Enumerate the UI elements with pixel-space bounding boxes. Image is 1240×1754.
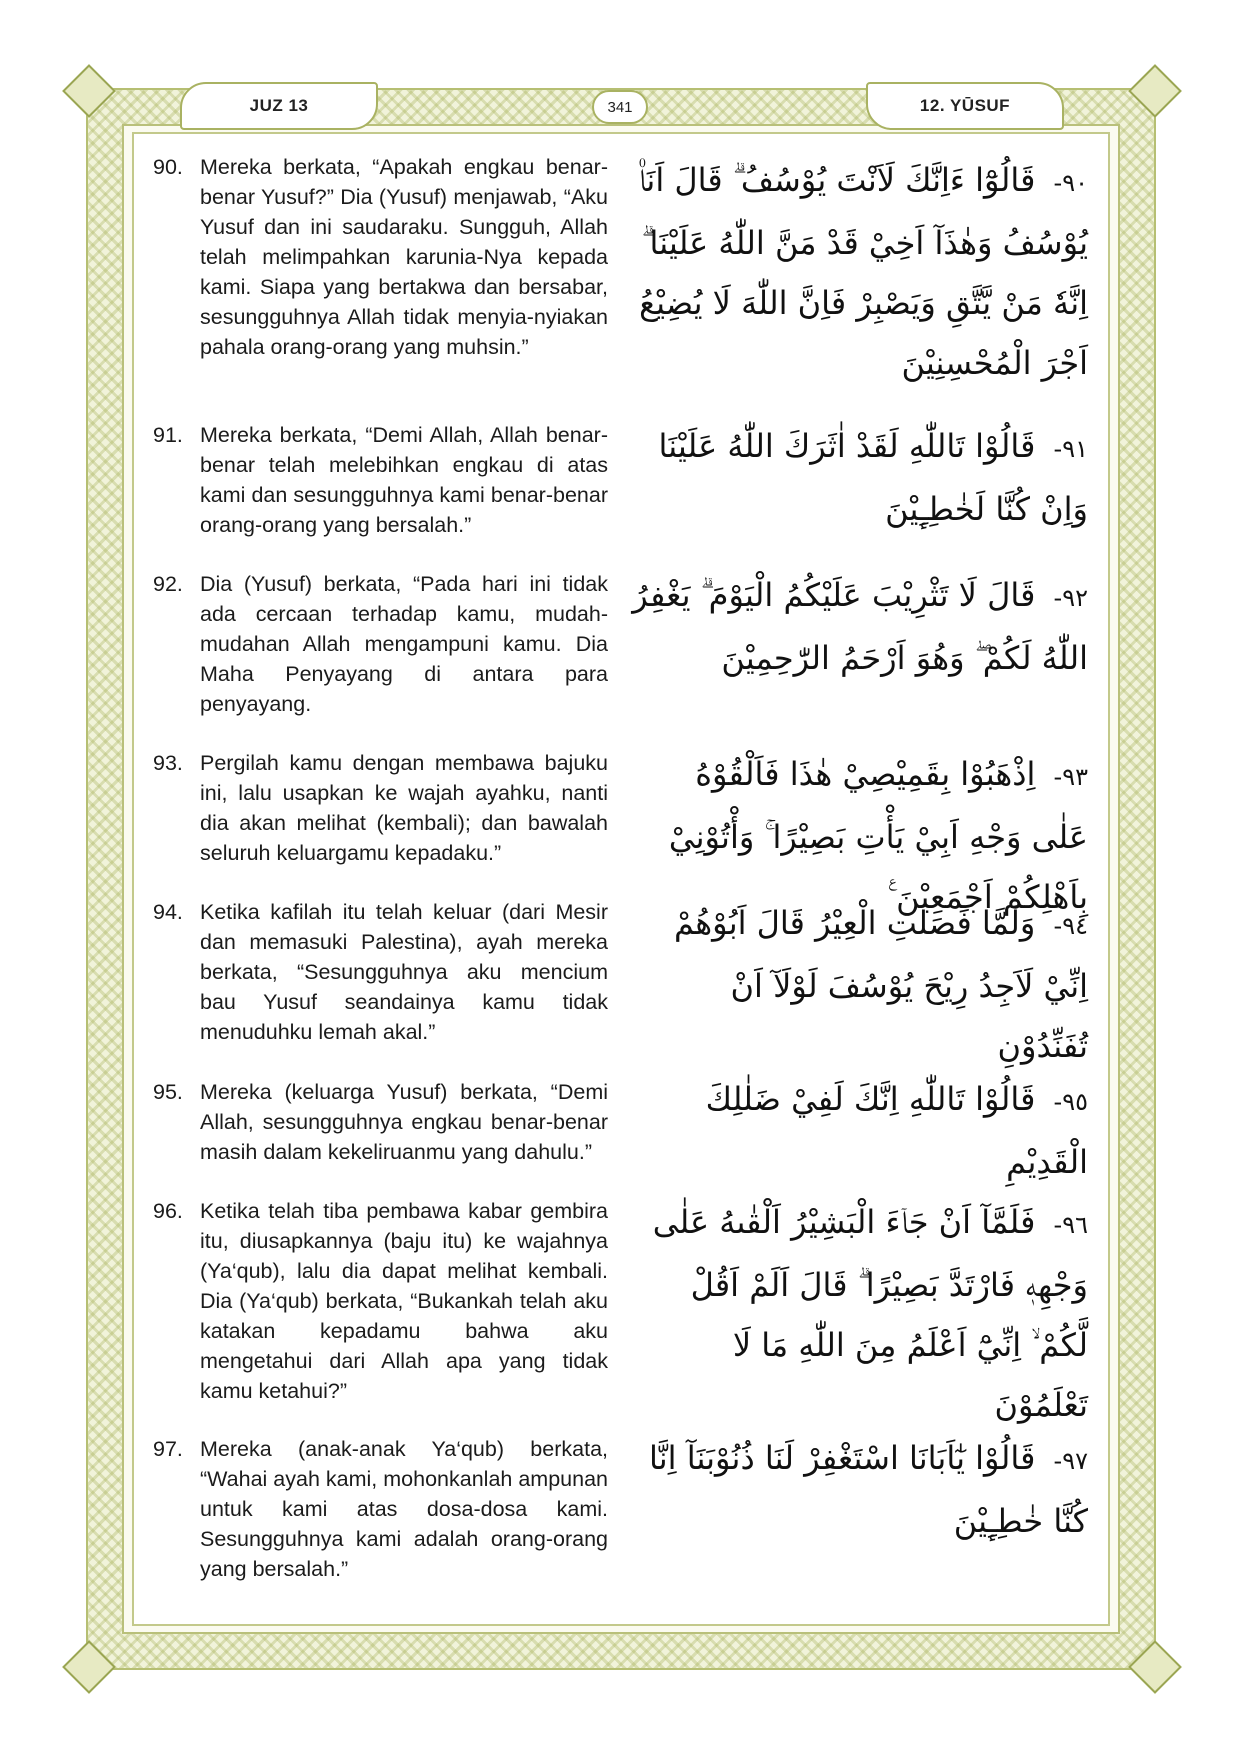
verse-translation xyxy=(150,420,608,540)
verse-number: 92. xyxy=(153,572,183,596)
translation-text: Mereka berkata, “Demi Allah, Allah benar-benar telah melebihkan engkau di atas kami dan sesungguhnya kami benar-benar orang-orang yang bersalah.” xyxy=(200,423,608,537)
arabic-verse: قَالُوْٓا ءَاِنَّكَ لَاَنْتَ يُوْسُفُ ۗ قَالَ اَنَا۠ يُوْسُفُ وَهٰذَآ اَخِيْ قَدْ مَنَّ اللّٰهُ عَلَيْنَا ۗ اِنَّهٗ مَنْ يَّتَّقِ وَيَصْبِرْ فَاِنَّ اللّٰهَ لَا يُضِيْعُ اَجْرَ الْمُحْسِنِيْنَ xyxy=(638,161,1088,382)
verse-translation xyxy=(150,897,608,1047)
verse-number: 94. xyxy=(153,900,183,924)
arabic-text xyxy=(632,565,1088,688)
verse-translation xyxy=(150,1077,608,1167)
arabic-verse-number: ٩٢- xyxy=(1053,584,1088,612)
arabic-text xyxy=(632,1069,1088,1192)
arabic-text xyxy=(632,416,1088,539)
arabic-verse-number: ٩١- xyxy=(1053,435,1088,463)
verse-number: 90. xyxy=(153,155,183,179)
translation-text: Mereka (keluarga Yusuf) berkata, “Demi Allah, sesungguhnya engkau benar-benar masih dalam kekeliruanmu yang dahulu.” xyxy=(200,1080,608,1164)
verse-number: 97. xyxy=(153,1437,183,1461)
translation-text: Mereka (anak-anak Ya‘qub) berkata, “Wahai ayah kami, mohonkanlah ampunan untuk kami atas dosa-dosa kami. Sesungguhnya kami adalah orang-orang yang bersalah.” xyxy=(200,1437,608,1581)
verse-number: 93. xyxy=(153,751,183,775)
verse-translation xyxy=(150,1196,608,1406)
arabic-verse-number: ٩٧- xyxy=(1053,1447,1088,1475)
translation-text: Dia (Yusuf) berkata, “Pada hari ini tidak ada cercaan terhadap kamu, mudah-mudahan Allah mengampuni kamu. Dia Maha Penyayang di antara para penyayang. xyxy=(200,572,608,716)
verse-number: 91. xyxy=(153,423,183,447)
verse-translation xyxy=(150,152,608,362)
translation-text: Pergilah kamu dengan membawa bajuku ini, lalu usapkan ke wajah ayahku, nanti dia akan melihat (kembali); dan bawalah seluruh keluargamu kepadaku.” xyxy=(200,751,608,865)
verse-translation xyxy=(150,748,608,868)
arabic-verse-number: ٩٤- xyxy=(1053,912,1088,940)
arabic-text xyxy=(632,150,1088,393)
arabic-verse: قَالُوْا يٰٓاَبَانَا اسْتَغْفِرْ لَنَا ذُنُوْبَنَآ اِنَّا كُنَّا خٰطِـِٕيْنَ xyxy=(648,1439,1088,1540)
arabic-verse-number: ٩٣- xyxy=(1053,763,1088,791)
arabic-text xyxy=(632,1192,1088,1435)
page-number: 341 xyxy=(592,90,648,124)
arabic-verse: فَلَمَّآ اَنْ جَاۤءَ الْبَشِيْرُ اَلْقٰىهُ عَلٰى وَجْهِهٖ فَارْتَدَّ بَصِيْرًا ۗ قَالَ اَلَمْ اَقُلْ لَّكُمْ ۙ اِنِّيْٓ اَعْلَمُ مِنَ اللّٰهِ مَا لَا تَعْلَمُوْنَ xyxy=(652,1203,1088,1424)
arabic-verse-number: ٩٥- xyxy=(1053,1088,1088,1116)
arabic-text xyxy=(632,1428,1088,1551)
verse-number: 96. xyxy=(153,1199,183,1223)
verse-translation xyxy=(150,569,608,719)
verse-translation xyxy=(150,1434,608,1584)
arabic-verse: وَلَمَّا فَصَلَتِ الْعِيْرُ قَالَ اَبُوْهُمْ اِنِّيْ لَاَجِدُ رِيْحَ يُوْسُفَ لَوْلَآ اَنْ تُفَنِّدُوْنِ xyxy=(673,904,1088,1065)
arabic-verse: اِذْهَبُوْا بِقَمِيْصِيْ هٰذَا فَاَلْقُوْهُ عَلٰى وَجْهِ اَبِيْ يَأْتِ بَصِيْرًا ۚ وَأْتُوْنِيْ بِاَهْلِكُمْ اَجْمَعِيْنَ ࣖ xyxy=(668,755,1088,916)
juz-label: JUZ 13 xyxy=(180,82,378,130)
arabic-verse-number: ٩٦- xyxy=(1053,1211,1088,1239)
arabic-verse-number: ٩٠- xyxy=(1053,169,1088,197)
verse-number: 95. xyxy=(153,1080,183,1104)
arabic-verse: قَالُوْا تَاللّٰهِ اِنَّكَ لَفِيْ ضَلٰلِكَ الْقَدِيْمِ xyxy=(705,1080,1088,1181)
arabic-verse: قَالُوْا تَاللّٰهِ لَقَدْ اٰثَرَكَ اللّٰهُ عَلَيْنَا وَاِنْ كُنَّا لَخٰطِـِٕيْنَ xyxy=(658,427,1088,528)
surah-title: 12. YŪSUF xyxy=(866,82,1064,130)
translation-text: Ketika telah tiba pembawa kabar gembira itu, diusapkannya (baju itu) ke wajahnya (Ya‘qub), lalu dia dapat melihat kembali. Dia (Ya‘qub) berkata, “Bukankah telah aku katakan kepadamu bahwa aku mengetahui dari Allah apa yang tidak kamu ketahui?” xyxy=(200,1199,608,1403)
translation-text: Mereka berkata, “Apakah engkau benar-benar Yusuf?” Dia (Yusuf) menjawab, “Aku Yusuf dan ini saudaraku. Sungguh, Allah telah melimpahkan karunia-Nya kepada kami. Siapa yang bertakwa dan bersabar, sesungguhnya Allah tidak menyia-nyiakan pahala orang-orang yang muhsin.” xyxy=(200,155,608,359)
arabic-text xyxy=(632,893,1088,1076)
arabic-verse: قَالَ لَا تَثْرِيْبَ عَلَيْكُمُ الْيَوْمَ ۗ يَغْفِرُ اللّٰهُ لَكُمْ ۖ وَهُوَ اَرْحَمُ الرّٰحِمِيْنَ xyxy=(632,576,1088,677)
translation-text: Ketika kafilah itu telah keluar (dari Mesir dan memasuki Palestina), ayah mereka berkata, “Sesungguhnya aku mencium bau Yusuf seandainya kamu tidak menuduhku lemah akal.” xyxy=(200,900,608,1044)
